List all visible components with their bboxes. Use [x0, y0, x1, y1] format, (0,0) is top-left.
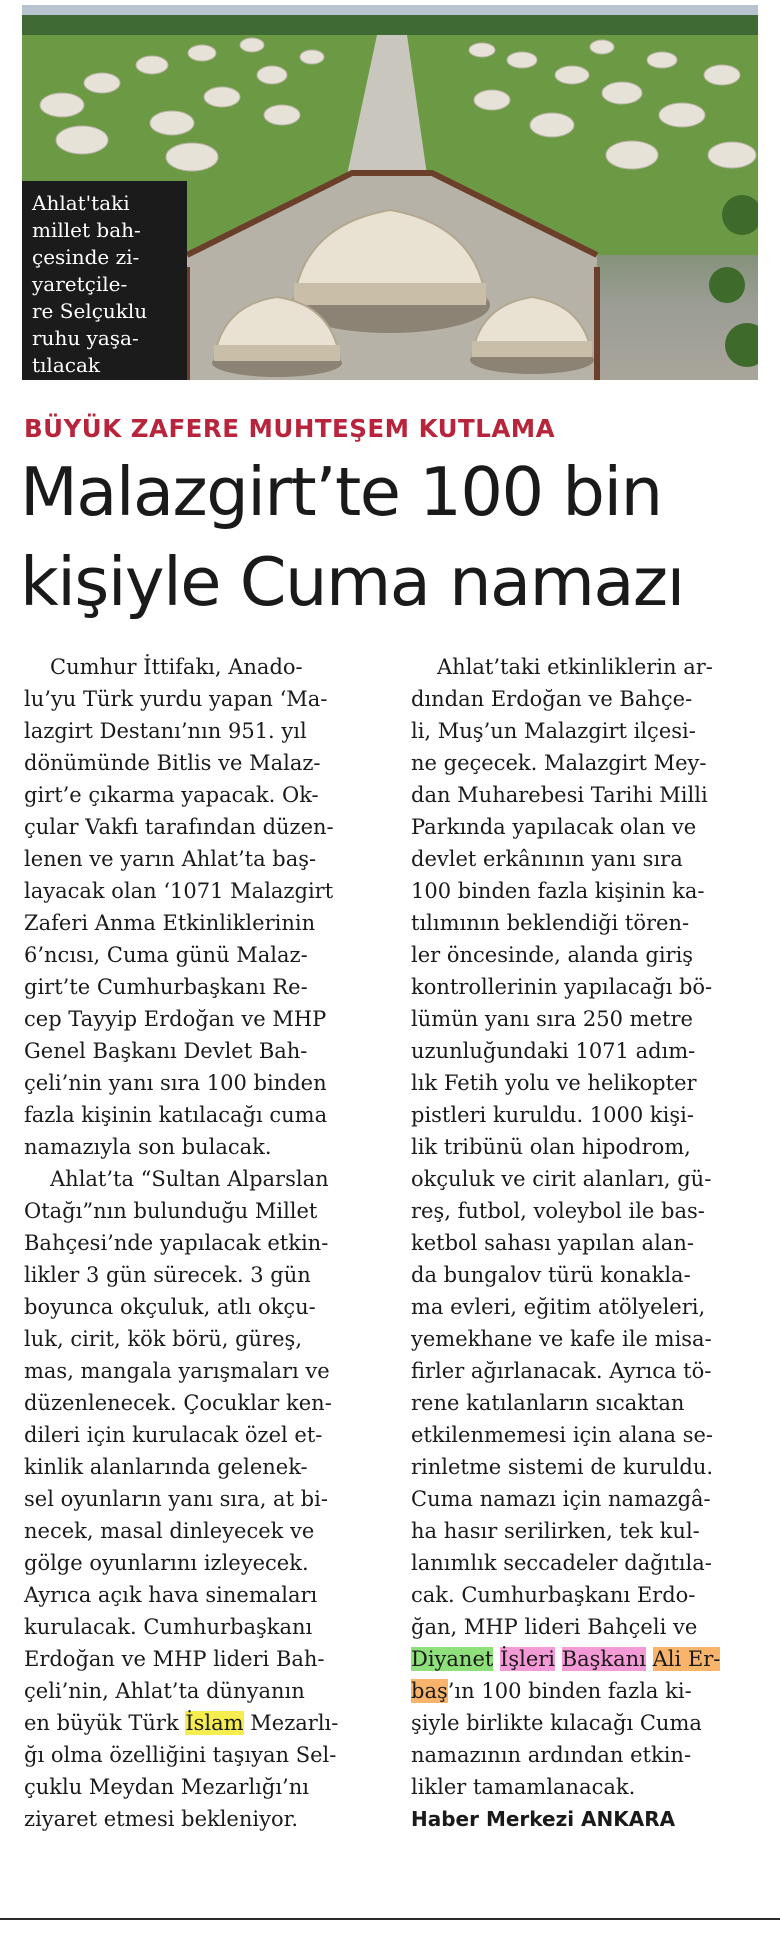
body-line: ha hasır serilirken, tek kul-	[411, 1519, 700, 1543]
body-line: uzunluğundaki 1071 adım-	[411, 1039, 696, 1063]
body-line: reş, futbol, voleybol ile bas-	[411, 1199, 705, 1223]
body-line: lenen ve yarın Ahlat’ta baş-	[24, 847, 317, 871]
body-line: 100 binden fazla kişinin ka-	[411, 879, 705, 903]
body-line: mas, mangala yarışmaları ve	[24, 1359, 330, 1383]
body-line: lümün yanı sıra 250 metre	[411, 1007, 693, 1031]
body-text: Mezarlı-	[243, 1711, 339, 1735]
body-line: dan Muharebesi Tarihi Milli	[411, 783, 708, 807]
body-line: da bungalov türü konakla-	[411, 1263, 691, 1287]
body-line: Bahçesi’nde yapılacak etkin-	[24, 1231, 329, 1255]
article-headline	[20, 447, 770, 627]
body-line: li, Muş’un Malazgirt ilçesi-	[411, 719, 696, 743]
headline-line-2: kişiyle Cuma namazı	[20, 543, 684, 621]
body-line: Ayrıca açık hava sinemaları	[24, 1583, 318, 1607]
caption-line: tılacak	[32, 353, 100, 377]
body-line: ğan, MHP lideri Bahçeli ve	[411, 1615, 698, 1639]
body-line: kontrollerinin yapılacağı bö-	[411, 975, 713, 999]
body-line: kinlik alanlarında gelenek-	[24, 1455, 308, 1479]
body-line: ne geçecek. Malazgirt Mey-	[411, 751, 707, 775]
body-line: Otağı”nın bulunduğu Millet	[24, 1199, 318, 1223]
body-line: Erdoğan ve MHP lideri Bah-	[24, 1647, 325, 1671]
body-line: çeli’nin yanı sıra 100 binden	[24, 1071, 327, 1095]
body-line: necek, masal dinleyecek ve	[24, 1519, 315, 1543]
body-line	[24, 1707, 379, 1739]
body-line: okçuluk ve cirit alanları, gü-	[411, 1167, 712, 1191]
body-line: sel oyunların yanı sıra, at bi-	[24, 1487, 328, 1511]
body-line: likler 3 gün sürecek. 3 gün	[24, 1263, 311, 1287]
body-line: boyunca okçuluk, atlı okçu-	[24, 1295, 316, 1319]
article-column-right	[411, 651, 766, 1835]
caption-line: ruhu yaşa-	[32, 326, 139, 350]
body-line: 6’ncısı, Cuma günü Malaz-	[24, 943, 308, 967]
body-line: ziyaret etmesi bekleniyor.	[24, 1807, 299, 1831]
body-line: pistleri kuruldu. 1000 kişi-	[411, 1103, 694, 1127]
bottom-divider	[0, 1918, 780, 1920]
highlight-isleri: İşleri	[500, 1647, 556, 1671]
caption-line: millet bah-	[32, 218, 141, 242]
highlight-baskani: Başkanı	[561, 1647, 646, 1671]
body-line: düzenlenecek. Çocuklar ken-	[24, 1391, 332, 1415]
body-line: şiyle birlikte kılacağı Cuma	[411, 1711, 702, 1735]
caption-line: Ahlat'taki	[32, 191, 130, 215]
body-line: Cuma namazı için namazgâ-	[411, 1487, 711, 1511]
body-line: Parkında yapılacak olan ve	[411, 815, 697, 839]
body-line: cep Tayyip Erdoğan ve MHP	[24, 1007, 327, 1031]
body-line: layacak olan ‘1071 Malazgirt	[24, 879, 334, 903]
article-kicker: BÜYÜK ZAFERE MUHTEŞEM KUTLAMA	[24, 414, 556, 443]
body-line: cak. Cumhurbaşkanı Erdo-	[411, 1583, 696, 1607]
body-line: luk, cirit, kök börü, güreş,	[24, 1327, 302, 1351]
body-line: ketbol sahası yapılan alan-	[411, 1231, 694, 1255]
body-line: firler ağırlanacak. Ayrıca tö-	[411, 1359, 712, 1383]
body-line: Genel Başkanı Devlet Bah-	[24, 1039, 308, 1063]
body-line: tılımının beklendiği tören-	[411, 911, 690, 935]
body-line: yemekhane ve kafe ile misa-	[411, 1327, 712, 1351]
highlight-bas: baş	[411, 1679, 448, 1703]
body-line: çeli’nin, Ahlat’ta dünyanın	[24, 1679, 305, 1703]
body-line: dileri için kurulacak özel et-	[24, 1423, 323, 1447]
body-line: lik tribünü olan hipodrom,	[411, 1135, 691, 1159]
highlight-ali-erbas: Ali Er-	[652, 1647, 721, 1671]
caption-line: re Selçuklu	[32, 299, 148, 323]
body-line: lu’yu Türk yurdu yapan ‘Ma-	[24, 687, 328, 711]
body-line: dönümünde Bitlis ve Malaz-	[24, 751, 321, 775]
body-line: lık Fetih yolu ve helikopter	[411, 1071, 697, 1095]
body-line: Cumhur İttifakı, Anado-	[50, 655, 303, 679]
body-line	[411, 1643, 766, 1675]
highlight-islam: İslam	[185, 1711, 244, 1735]
body-line: rinletme sistemi de kuruldu.	[411, 1455, 714, 1479]
body-line: etkilenmemesi için alana se-	[411, 1423, 713, 1447]
body-line: Ahlat’ta “Sultan Alparslan	[50, 1167, 329, 1191]
body-line: devlet erkânının yanı sıra	[411, 847, 683, 871]
body-line: namazıyla son bulacak.	[24, 1135, 272, 1159]
body-line: girt’e çıkarma yapacak. Ok-	[24, 783, 319, 807]
body-line: Zaferi Anma Etkinliklerinin	[24, 911, 316, 935]
body-line: gölge oyunlarını izleyecek.	[24, 1551, 309, 1575]
highlight-diyanet: Diyanet	[411, 1647, 494, 1671]
body-line: dından Erdoğan ve Bahçe-	[411, 687, 693, 711]
caption-line: çesinde zi-	[32, 245, 140, 269]
article-byline: Haber Merkezi ANKARA	[411, 1807, 676, 1831]
body-line: fazla kişinin katılacağı cuma	[24, 1103, 328, 1127]
body-line: lanımlık seccadeler dağıtıla-	[411, 1551, 712, 1575]
photo-caption	[22, 181, 187, 380]
body-text: ’ın 100 binden fazla ki-	[447, 1679, 692, 1703]
body-line	[411, 1675, 766, 1707]
caption-line: yaretçile-	[32, 272, 128, 296]
body-line: Ahlat’taki etkinliklerin ar-	[437, 655, 713, 679]
body-line: ler öncesinde, alanda giriş	[411, 943, 694, 967]
article-column-left	[24, 651, 379, 1835]
headline-line-1: Malazgirt’te 100 bin	[20, 453, 662, 531]
body-line: çular Vakfı tarafından düzen-	[24, 815, 334, 839]
body-line: rene katılanların sıcaktan	[411, 1391, 685, 1415]
body-line: çuklu Meydan Mezarlığı’nı	[24, 1775, 309, 1799]
body-line: lazgirt Destanı’nın 951. yıl	[24, 719, 307, 743]
body-line: kurulacak. Cumhurbaşkanı	[24, 1615, 313, 1639]
body-line: namazının ardından etkin-	[411, 1743, 692, 1767]
body-line: ma evleri, eğitim atölyeleri,	[411, 1295, 706, 1319]
body-text: en büyük Türk	[24, 1711, 186, 1735]
body-line: girt’te Cumhurbaşkanı Re-	[24, 975, 308, 999]
body-line: ğı olma özelliğini taşıyan Sel-	[24, 1743, 337, 1767]
body-line: likler tamamlanacak.	[411, 1775, 636, 1799]
